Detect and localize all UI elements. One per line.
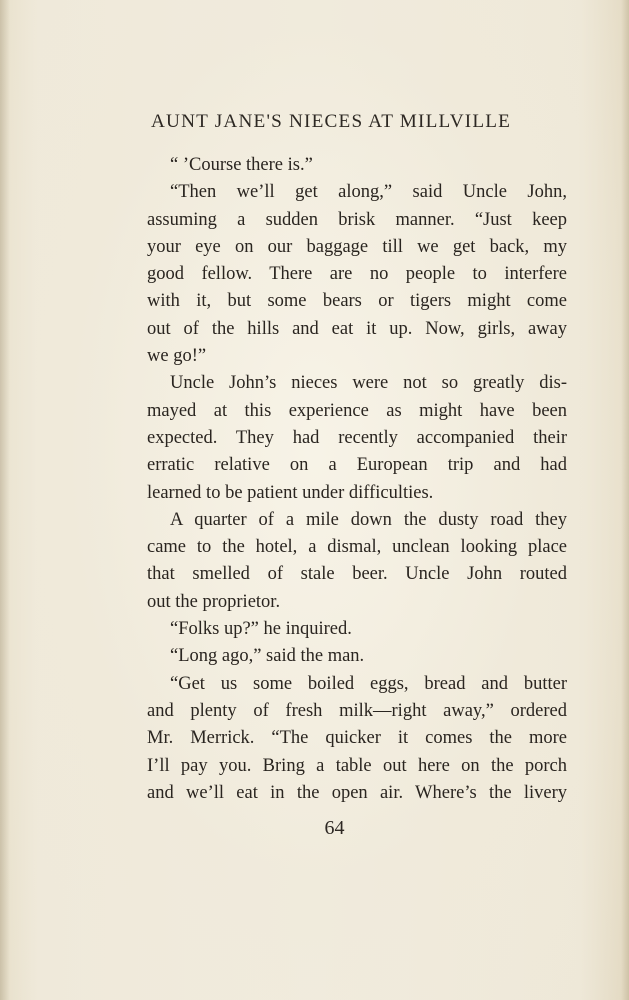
text-line: good fellow. There are no people to interfere: [147, 264, 567, 285]
text-line: out of the hills and eat it up. Now, girls, away: [147, 318, 567, 339]
text-line: Uncle John’s nieces were not so greatly dis-: [170, 373, 567, 394]
body-text: [147, 152, 567, 807]
text-line: assuming a sudden brisk manner. “Just keep: [147, 209, 567, 230]
text-line: that smelled of stale beer. Uncle John routed: [147, 564, 567, 585]
text-line: and plenty of fresh milk—right away,” ordered: [147, 700, 567, 721]
text-line: with it, but some bears or tigers might come: [147, 291, 567, 312]
text-line: “Get us some boiled eggs, bread and butter: [170, 673, 567, 694]
text-line: mayed at this experience as might have been: [147, 400, 567, 421]
text-line: “ ’Course there is.”: [170, 155, 313, 175]
text-line: your eye on our baggage till we get back, my: [147, 236, 567, 257]
text-line: we go!”: [147, 346, 207, 367]
text-line: out the proprietor.: [147, 591, 281, 612]
text-line: erratic relative on a European trip and had: [147, 455, 567, 476]
text-line: “Then we’ll get along,” said Uncle John,: [170, 182, 567, 203]
text-line: I’ll pay you. Bring a table out here on the porch: [147, 755, 567, 776]
page-number: 64: [324, 817, 345, 839]
text-line: “Long ago,” said the man.: [170, 646, 365, 667]
text-line: A quarter of a mile down the dusty road they: [170, 509, 567, 530]
text-line: Mr. Merrick. “The quicker it comes the more: [147, 728, 567, 749]
text-line: and we’ll eat in the open air. Where’s the livery: [147, 782, 567, 803]
text-line: came to the hotel, a dismal, unclean looking place: [147, 537, 567, 558]
text-line: learned to be patient under difficulties.: [147, 482, 434, 503]
text-line: expected. They had recently accompanied their: [147, 427, 567, 448]
running-head: AUNT JANE'S NIECES AT MILLVILLE: [151, 111, 512, 132]
text-line: “Folks up?” he inquired.: [170, 619, 352, 640]
